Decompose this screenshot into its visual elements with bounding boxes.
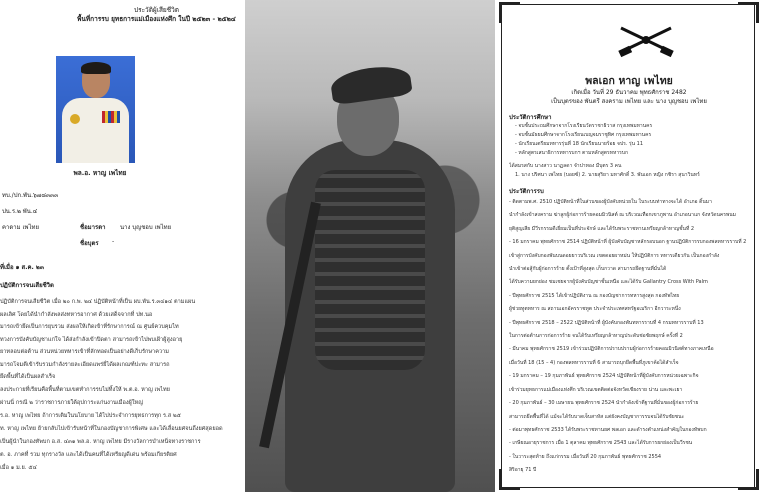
info-row: ทบ./ปก.พัน.๖๗๘๓๓๓ <box>2 192 59 199</box>
family-line: ได้สมรสกับ นางสาว นาฏลดา จำปาทอง มีบุตร 3 คน 1. นาง ปริศนา เพไทย (บอยซ์) 2. นายสุริยา มหาศักดิ์ 3. พันเอก หญิง กชิรา สุนาวินทร์ <box>509 163 700 179</box>
soldier-photo <box>245 0 495 492</box>
medal-ribbons <box>102 111 120 123</box>
info-row: ปน.ร.๒ พัน.๔ <box>2 208 38 215</box>
info-row: คาดาม เพไทย ชื่อมารดา นาง บุญชอบ เพไทย <box>2 224 172 231</box>
crossed-rifles-icon <box>617 22 675 58</box>
service-list: - ติดตามพ.ศ. 2510 ปฏิบัติหน้าที่ในส่วนของผู้บังคับหน่วยใน ในระบบท่าทางจะได้ อำเภอ ดิ้นมา นำกำลังเข้าสงคราม ฆ่าลูกผู้ก่อการร้ายคอมมิวนิสต์ ณ บริเวณเทือกเขาภูพาน อำเภอนาแก จังหวัดนครพนม ยุติสูญเสีย มีวีรกรรมดีเยี่ยมเป็นที่ประจักษ์ และได้รับพระราชทานเหรียญกล้าหาญชั้นที่ 2 - 16 มกราคม พุทธศักราช 2514 ปฏิบัติหน้าที่ ผู้บังคับบัญชาหลักรอบนอก ฐานปฏิบัติการรบกองพลทหารราบที่ 2 เข้าสู่การบังคับกองพันบนดอยยาวบริเวณ เขตดอยผาหม่น ให้ปฏิบัติการ ทหารเดียวกัน เป็นกองกำลัง นำเข้าต่อสู้กับผู้ก่อการร้าย ตั้งเป้าที่สูงสุด เก็บกวาด สามารถยึดฐานที่มั่นได้ ได้รับความยกย่อง ชมเชยจากผู้บังคับบัญชาชั้นเหนือ และได้รับ Gallantry Cross With Palm - ปีพุทธศักราช 2515 ได้เข้าปฏิบัติงาน ณ กองบัญชาการทหารสูงสุด กองทัพไทย ผู้ช่วยทูตทหาร ณ สถานเอกอัครราชทูต ประจำประเทศสหรัฐอเมริกา อีกวาระหนึ่ง - ปีพุทธศักราช 2518 – 2522 ปฏิบัติหน้าที่ ผู้บังคับกองพันทหารราบที่ 4 กรมทหารราบที่ 13 ในการต่อต้านการก่อการร้าย จนได้รับเหรียญกล้าหาญประดับช่อชัยพฤกษ์ ครั้งที่ 2 - มีนาคม พุทธศักราช 2519 เข้าร่วมปฏิบัติการปราบปรามผู้ก่อการร้ายคอมมิวนิสต์ทางภาคเหนือ เมื่อวันที่ 18 (15 – 4) กองพลทหารราบที่ 6 สามารถบุกยึดพื้นที่ภูเขาค้อได้สำเร็จ - 19 มกราคม – 19 กุมภาพันธ์ พุทธศักราช 2524 ปฏิบัติหน้าที่ผู้บังคับการหน่วยเฉพาะกิจ เข้าร่วมยุทธการแม่เมืองแห่งศึก บริเวณเขตติดต่อจังหวัดเชียงราย น่าน และพะเยา - 20 กุมภาพันธ์ – 30 เมษายน พุทธศักราช 2524 นำกำลังเข้าตีฐานที่มั่นของผู้ก่อการร้าย สามารถยึดพื้นที่ได้ แม้จะได้รับบาดเจ็บสาหัส แต่ยังคงบัญชาการรบจนได้รับชัยชนะ - ต่อมาพุทธศักราช 2533 ได้รับพระราชทานยศ พลเอก และดำรงตำแหน่งสำคัญในกองทัพบก - เกษียณอายุราชการ เมื่อ 1 ตุลาคม พุทธศักราช 2543 และได้รับการยกย่องเป็นวีรชน - ในวาระสุดท้าย ถึงแก่กรรม เมื่อวันที่ 20 กุมภาพันธ์ พุทธศักราช 2554 สิริอายุ 71 ปี <box>509 199 747 474</box>
education-heading: ประวัติการศึกษา <box>509 114 552 121</box>
left-header-line1: ประวัติผู้เสียชีวิต <box>133 6 180 14</box>
left-document-page: ประวัติผู้เสียชีวิต พื้นที่การรบ ยุทธการแม่เมืองแห่งศึก ในปี ๒๕๒๓ - ๒๕๒๔ พล.อ. หาญ เพไทย ทบ./ปก.พัน.๖๗๘๓๓๓ ปน.ร.๒ พัน.๔ คาดาม เพไทย ชื่อมารดา นาง บุญชอบ เพไทย ชื่อบุตร - ที่เมื่อ ๑ ส.ค. ๒๓ ปฏิบัติการจนเสียชีวิต ปฏิบัติการจนเสียชีวิต เมื่อ ๒๐ ก.พ. ๒๔ ปฏิบัติหน้าที่เป็น ผบ.พัน.ร.๓๔๑๔ ตามแผน ผลเลิศ โดยได้นำกำลังพลส่งทหารอากาศ ด้วยเสด็จจากที่ ปท.นอ มารถเข้ายึดเป็นการยุบรวม ส่งผลให้เกิดเข้าที่รักษาการณ์ ณ ศูนย์ควบคุมไท ทวงการบังคับบัญชาแก่ใจ ได้ส่งกำลังเข้าปิดตา สามารถเข้าไปพบเฝ้าผู้สูงอายุ ยาทลอบต่อต้าน ส่วนหน่วยทหารเข้าที่ลักทอดเป็นอย่างดีเก็บรักษาความ มารถโจมตีเข้ารับรวมกำลังรายละเอียดแพร่ยี่ได้ผลเกณฑ์ปะทะ สามารถ ยึดพื้นที่ได้เป็นผลสำเร็จ ลงประกายที่เรียนคือพื้นที่ตามเขตทำการรบไม่ทิ้งให้ พ.ต.อ. หาญ เพไทย ผ่านนี่ กรณี ๒ ว่าราชการภายใต้อุปการะแก่นงานเมืองผู้ใหญ่ ร.อ. หาญ เพไทย ถ้าการเติมในนโยบาย ได้ไปประจำการยุทธการทุก ร.ส ๒๕ ท. หาญ เพไทย ย้ายกลับไปเข้ารับหน้าที่ในกองบัญชาการพิเศษ และได้เลื่อนยศจนถึงยศสุดยอด เป็นผู้นำในกองทัพบก อ.ส. ๔๓๑ พล.อ. หาญ เพไทย มีรางวัลการบำเหน็จทางราชการ ต. อ. ภาคที่ รวม ทุกรางวัล และได้เป็นคนที่ได้เหรียญดีเด่น พร้อมเกียรติยศ เมื่อ ๑ ม.ย. ๕๔ <box>0 0 243 492</box>
left-header-line2: พื้นที่การรบ ยุทธการแม่เมืองแห่งศึก ในปี ๒๕๒๓ - ๒๕๒๔ <box>77 15 236 23</box>
left-paragraph-1: ปฏิบัติการจนเสียชีวิต เมื่อ ๒๐ ก.พ. ๒๔ ปฏิบัติหน้าที่เป็น ผบ.พัน.ร.๓๔๑๔ ตามแผน ผลเลิศ โดยได้นำกำลังพลส่งทหารอากาศ ด้วยเสด็จจากที่ ปท.นอ มารถเข้ายึดเป็นการยุบรวม ส่งผลให้เกิดเข้าที่รักษาการณ์ ณ ศูนย์ควบคุมไท ทวงการบังคับบัญชาแก่ใจ ได้ส่งกำลังเข้าปิดตา สามารถเข้าไปพบเฝ้าผู้สูงอายุ ยาทลอบต่อต้าน ส่วนหน่วยทหารเข้าที่ลักทอดเป็นอย่างดีเก็บรักษาความ มารถโจมตีเข้ารับรวมกำลังรายละเอียดแพร่ยี่ได้ผลเกณฑ์ปะทะ สามารถ ยึดพื้นที่ได้เป็นผลสำเร็จ <box>0 299 196 380</box>
medal-badge <box>70 114 80 124</box>
frame-corner <box>738 2 759 23</box>
soldier-vest <box>315 170 425 370</box>
education-list: - จบชั้นประถมศึกษาจากโรงเรียนวัดราชาธิวาส กรุงเทพมหานคร - จบชั้นมัธยมศึกษาจากโรงเรียนเบญจมราชูทิศ กรุงเทพมหานคร - นักเรียนเตรียมทหารรุ่นที่ 18 นักเรียนนายร้อย จปร. รุ่น 11 - หลักสูตรเสนาธิการทหารบกฯ ตามหลักสูตรทหารบก <box>515 123 653 157</box>
birth-line: เกิดเมื่อ วันที่ 29 ธันวาคม พุทธศักราช 2482 <box>571 89 687 96</box>
hair-shape <box>81 62 111 74</box>
service-heading: ประวัติการรบ <box>509 188 544 195</box>
left-header <box>0 6 243 24</box>
right-document-page <box>497 0 761 492</box>
frame-corner <box>499 2 520 23</box>
right-title: พลเอก หาญ เพไทย <box>585 75 673 87</box>
date-line: ที่เมื่อ ๑ ส.ค. ๒๓ <box>0 264 44 271</box>
portrait-photo <box>56 56 135 163</box>
parents-line: เป็นบุตรของ พันตรี สงคราม เพไทย และ นาง บุญชอบ เพไทย <box>551 98 707 105</box>
section-title: ปฏิบัติการจนเสียชีวิต <box>0 282 54 289</box>
portrait-caption: พล.อ. หาญ เพไทย <box>73 169 127 177</box>
left-paragraph-2: ลงประกายที่เรียนคือพื้นที่ตามเขตทำการรบไม่ทิ้งให้ พ.ต.อ. หาญ เพไทย ผ่านนี่ กรณี ๒ ว่าราชการภายใต้อุปการะแก่นงานเมืองผู้ใหญ่ ร.อ. หาญ เพไทย ถ้าการเติมในนโยบาย ได้ไปประจำการยุทธการทุก ร.ส ๒๕ ท. หาญ เพไทย ย้ายกลับไปเข้ารับหน้าที่ในกองบัญชาการพิเศษ และได้เลื่อนยศจนถึงยศสุดยอด เป็นผู้นำในกองทัพบก อ.ส. ๔๓๑ พล.อ. หาญ เพไทย มีรางวัลการบำเหน็จทางราชการ ต. อ. ภาคที่ รวม ทุกรางวัล และได้เป็นคนที่ได้เหรียญดีเด่น พร้อมเกียรติยศ เมื่อ ๑ ม.ย. ๕๔ <box>0 387 223 471</box>
uniform-shape <box>62 98 129 163</box>
